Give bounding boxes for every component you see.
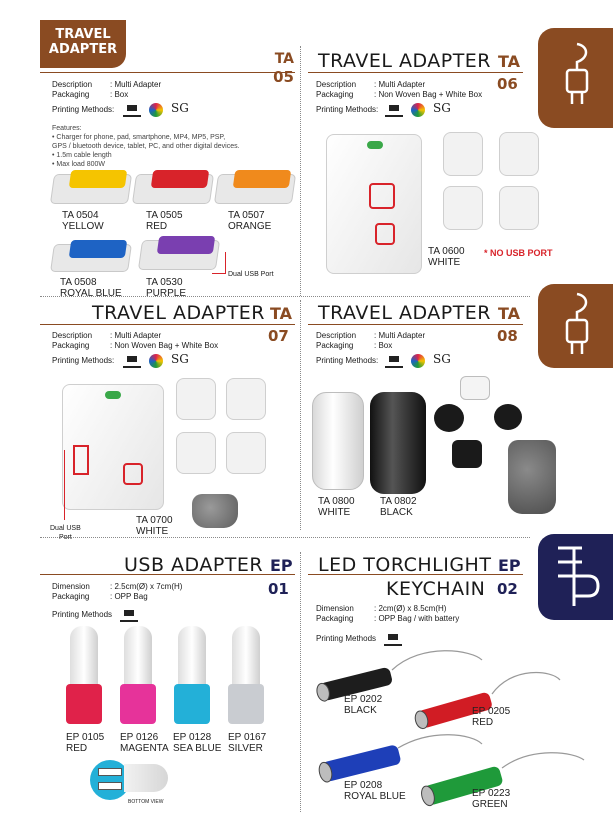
ta08-plug-piece <box>494 404 522 430</box>
plug-icon <box>555 292 595 362</box>
ep02-item-label <box>472 706 510 728</box>
ta05-blue-band <box>69 240 128 258</box>
ep01-bottom-view-caption: BOTTOM VIEW <box>128 799 164 805</box>
ta07-print-label: Printing Methods: <box>52 356 115 366</box>
ta06-item-label <box>428 246 465 268</box>
plug-icon <box>555 42 595 112</box>
ta07-code-prefix: TA <box>270 304 293 323</box>
ta05-item-color: ORANGE <box>228 221 272 232</box>
ta06-code-num: 06 <box>497 75 518 93</box>
divider-top-right <box>308 72 523 73</box>
ta05-yellow-band <box>69 170 128 188</box>
ta06-plug-variant <box>499 132 539 176</box>
ta07-pouch <box>192 494 238 528</box>
ta05-product-blue <box>48 236 134 276</box>
ep02-code-num: 02 <box>497 580 518 598</box>
ta06-pack-value: : Non Woven Bag + White Box <box>374 90 483 99</box>
ta07-printing <box>52 354 189 368</box>
ta08-plug-piece <box>452 440 482 468</box>
ta05-item-label <box>228 210 271 232</box>
ep01-item-label <box>228 732 266 754</box>
ep02-pack-value: : OPP Bag / with battery <box>374 614 460 623</box>
ep01-item-code: EP 0105 <box>66 732 105 743</box>
ta05-item-label <box>146 210 183 232</box>
full-colour-icon <box>411 354 425 368</box>
ep01-code-num: 01 <box>268 580 289 598</box>
ta06-adapter-main <box>326 134 422 274</box>
ta08-item-label <box>318 496 355 518</box>
ep02-torch-black <box>315 651 482 703</box>
ta07-plug-variant <box>176 432 216 474</box>
ta07-specs <box>52 331 218 351</box>
ta08-clear-cap <box>460 376 490 400</box>
column-divider-1 <box>300 46 301 296</box>
ta05-specs <box>52 80 161 100</box>
ep02-torch-blue <box>317 735 482 784</box>
ta05-feature: • Max load 800W <box>52 161 106 168</box>
ta06-print-label: Printing Methods: <box>316 105 379 115</box>
ta05-desc-value: : Multi Adapter <box>110 80 162 89</box>
ep01-item-label <box>120 732 169 754</box>
ta05-print-label: Printing Methods: <box>52 105 115 115</box>
ta06-item-code: TA 0600 <box>428 246 465 257</box>
ta08-item-code: TA 0800 <box>318 496 355 507</box>
ta05-printing <box>52 103 189 117</box>
ep01-pack-value: : OPP Bag <box>110 592 148 601</box>
ta05-item-color: YELLOW <box>62 221 104 232</box>
pad-print-icon <box>385 354 403 368</box>
ta08-specs <box>316 331 425 351</box>
ep01-item-color: MAGENTA <box>120 743 169 754</box>
ta05-item-color: RED <box>146 221 168 232</box>
full-colour-icon <box>411 103 425 117</box>
ta-side-tab-1 <box>538 28 613 128</box>
ta07-note <box>50 524 81 542</box>
sg-label: SG <box>432 352 451 367</box>
ep02-item-code: EP 0208 <box>344 780 383 791</box>
ta05-item-code: TA 0508 <box>60 277 97 288</box>
ep02-item-label <box>344 694 382 716</box>
ta08-printing <box>316 354 451 368</box>
ta05-item-label <box>146 277 186 299</box>
ta07-plug-variant <box>226 432 266 474</box>
ta08-pack-label: Packaging <box>316 341 354 350</box>
pad-print-icon <box>385 103 403 117</box>
divider-top-left <box>40 72 295 73</box>
column-divider-3 <box>300 552 301 812</box>
ta06-specs <box>316 80 482 100</box>
ta05-product-purple <box>136 232 222 274</box>
ep01-item-color: SEA BLUE <box>173 743 222 754</box>
ta05-item-code: TA 0507 <box>228 210 265 221</box>
ep01-item-label <box>173 732 221 754</box>
ta05-item-code: TA 0530 <box>146 277 183 288</box>
full-colour-icon <box>149 354 163 368</box>
ta06-plug-variant <box>499 186 539 230</box>
ta05-code <box>260 52 294 88</box>
ta07-plug-variant <box>226 378 266 420</box>
sg-label: SG <box>170 352 189 367</box>
ta06-item-color: WHITE <box>428 257 461 268</box>
ep01-item-code: EP 0128 <box>173 732 212 743</box>
divider-mid-right <box>308 324 523 325</box>
ta05-product-yellow <box>48 166 134 208</box>
ep01-product-silver <box>228 626 264 726</box>
ta05-purple-band <box>157 236 216 254</box>
column-divider-2 <box>300 300 301 530</box>
ta06-code-prefix: TA <box>498 52 521 71</box>
sg-label: SG <box>432 101 451 116</box>
ta07-item-color: WHITE <box>136 526 169 537</box>
ta07-note-pointer <box>64 450 74 520</box>
ta07-note-line2: Port <box>58 534 72 541</box>
ta08-item-label <box>380 496 417 518</box>
ta08-pack-value: : Box <box>374 341 393 350</box>
ta06-desc-value: : Multi Adapter <box>374 80 426 89</box>
ep01-dim-value: : 2.5cm(Ø) x 7cm(H) <box>110 582 183 591</box>
ep01-product-red <box>66 626 102 726</box>
ep02-item-label <box>344 780 406 802</box>
ta05-feature: GPS / bluetooth device, tablet, PC, and other digital devices. <box>52 143 240 150</box>
ep02-item-code: EP 0223 <box>472 788 511 799</box>
ta05-item-color: PURPLE <box>146 288 187 299</box>
ta06-desc-label: Description <box>316 80 357 89</box>
ta05-pack-value: : Box <box>110 90 129 99</box>
ta07-title: TRAVEL ADAPTER <box>92 302 266 324</box>
ta07-item-label <box>136 515 173 537</box>
ta05-code-prefix: TA <box>274 51 294 67</box>
ta08-item-color: WHITE <box>318 507 351 518</box>
ta08-code-prefix: TA <box>498 304 521 323</box>
ta05-item-label <box>62 210 104 232</box>
ta08-pouch <box>508 440 556 514</box>
ta05-features-title: Features: <box>52 125 82 132</box>
ep02-pack-label: Packaging <box>316 614 354 623</box>
ta08-adapter-white <box>312 392 364 490</box>
ep02-title-line2: KEYCHAIN <box>386 578 486 600</box>
ta08-item-code: TA 0802 <box>380 496 417 507</box>
ta08-title: TRAVEL ADAPTER <box>318 302 492 324</box>
ep02-item-color: ROYAL BLUE <box>344 791 406 802</box>
ep02-dim-value: : 2cm(Ø) x 8.5cm(H) <box>374 604 447 613</box>
ta08-print-label: Printing Methods: <box>316 356 379 366</box>
ta05-feature: • Charger for phone, pad, smartphone, MP4, MP5, PSP, <box>52 134 226 141</box>
ta08-adapter-black <box>370 392 426 494</box>
ta05-desc-label: Description <box>52 80 93 89</box>
ta-side-tab-2 <box>538 284 613 368</box>
ep02-item-color: GREEN <box>472 799 508 810</box>
ta07-adapter-main <box>62 384 164 510</box>
ep02-item-code: EP 0202 <box>344 694 383 705</box>
ta06-plug-variant <box>443 132 483 176</box>
ep02-title-line1: LED TORCHLIGHT <box>318 554 492 576</box>
ep02-item-code: EP 0205 <box>472 706 511 717</box>
ta06-note: * NO USB PORT <box>484 248 553 258</box>
ep01-product-magenta <box>120 626 156 726</box>
ep01-item-code: EP 0167 <box>228 732 267 743</box>
ep02-item-label <box>472 788 510 810</box>
ep02-item-color: RED <box>472 717 494 728</box>
ta05-product-orange <box>212 166 298 208</box>
ta05-item-code: TA 0504 <box>62 210 99 221</box>
ta05-orange-band <box>233 170 292 188</box>
ep-side-tab <box>538 534 613 620</box>
ep01-dim-label: Dimension <box>52 582 90 591</box>
ep02-specs <box>316 604 459 624</box>
ep-logo-icon <box>552 544 602 610</box>
ta07-desc-label: Description <box>52 331 93 340</box>
ta08-desc-value: : Multi Adapter <box>374 331 426 340</box>
badge-line1: TRAVEL <box>55 27 111 42</box>
ta06-title: TRAVEL ADAPTER <box>318 50 492 72</box>
ep01-title: USB ADAPTER <box>124 554 264 576</box>
ep01-print-label: Printing Methods <box>52 610 113 620</box>
ep01-bottom-view-image <box>90 756 170 800</box>
pad-print-icon <box>123 354 141 368</box>
ep01-item-color: SILVER <box>228 743 263 754</box>
ta07-note-line1: Dual USB <box>50 525 81 532</box>
ta06-printing <box>316 103 451 117</box>
full-colour-icon <box>149 103 163 117</box>
ta07-pack-value: : Non Woven Bag + White Box <box>110 341 219 350</box>
ta05-item-color: ROYAL BLUE <box>60 288 122 299</box>
ta07-desc-value: : Multi Adapter <box>110 331 162 340</box>
ep02-code-prefix: EP <box>498 556 521 575</box>
section-badge <box>40 20 126 68</box>
ep01-item-color: RED <box>66 743 88 754</box>
ep01-specs <box>52 582 182 602</box>
ep01-pack-label: Packaging <box>52 592 90 601</box>
pad-print-icon <box>123 103 141 117</box>
ta08-plug-piece <box>434 404 464 432</box>
ep01-printing <box>52 608 138 622</box>
pad-print-icon <box>120 608 138 622</box>
ta05-product-red <box>130 166 216 208</box>
ta07-code-num: 07 <box>268 327 289 345</box>
ep01-item-label <box>66 732 104 754</box>
sg-label: SG <box>170 101 189 116</box>
ep01-product-seablue <box>174 626 210 726</box>
ta05-note-pointer <box>212 252 226 274</box>
ep01-item-code: EP 0126 <box>120 732 159 743</box>
ta05-feature: • 1.5m cable length <box>52 152 112 159</box>
ta05-item-label <box>60 277 122 299</box>
ta07-pack-label: Packaging <box>52 341 90 350</box>
ep02-print-label: Printing Methods <box>316 634 377 644</box>
ta05-item-code: TA 0505 <box>146 210 183 221</box>
ep02-dim-label: Dimension <box>316 604 354 613</box>
ta08-desc-label: Description <box>316 331 357 340</box>
ta07-item-code: TA 0700 <box>136 515 173 526</box>
badge-line2: ADAPTER <box>48 42 118 57</box>
ta08-code-num: 08 <box>497 327 518 345</box>
ep02-item-color: BLACK <box>344 705 377 716</box>
ta05-pack-label: Packaging <box>52 90 90 99</box>
ta05-code-num: 05 <box>273 68 294 86</box>
row-divider-2 <box>40 537 530 538</box>
ta08-item-color: BLACK <box>380 507 413 518</box>
ta06-plug-variant <box>443 186 483 230</box>
ta06-pack-label: Packaging <box>316 90 354 99</box>
ta05-note: Dual USB Port <box>228 271 274 278</box>
ta07-plug-variant <box>176 378 216 420</box>
ep01-code-prefix: EP <box>270 556 293 575</box>
ta05-features <box>52 124 240 169</box>
ta05-red-band <box>151 170 210 188</box>
divider-mid-left <box>40 324 295 325</box>
